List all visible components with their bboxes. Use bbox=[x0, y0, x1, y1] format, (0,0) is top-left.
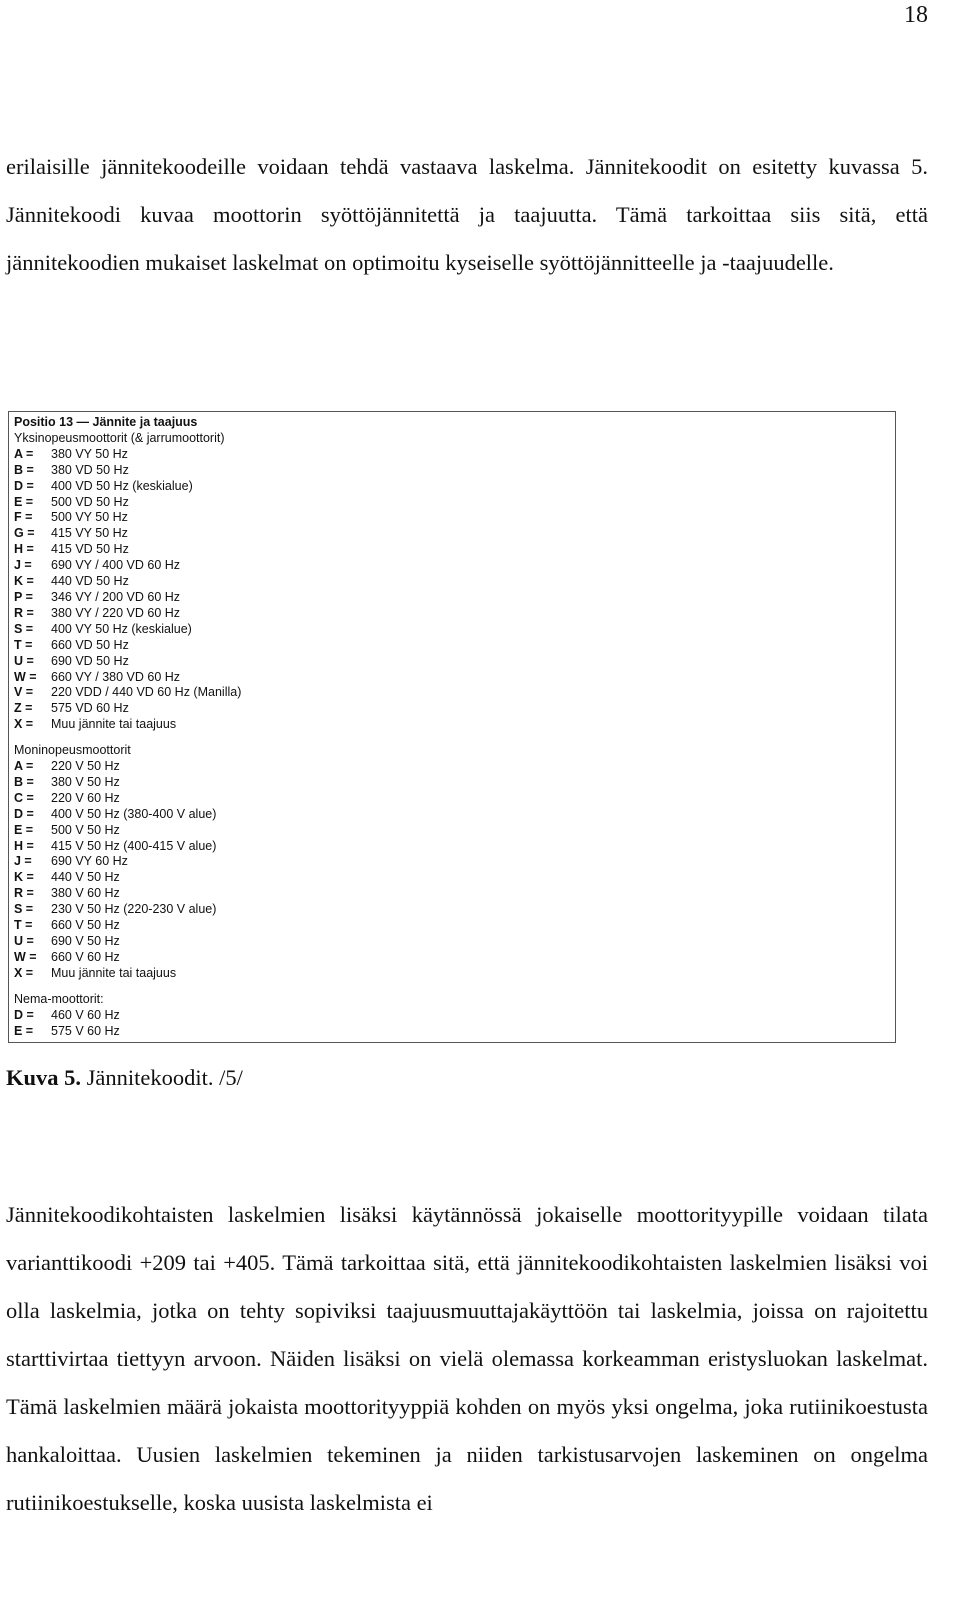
voltage-code: A = bbox=[14, 446, 34, 461]
voltage-code-row bbox=[14, 590, 890, 606]
voltage-code-row bbox=[14, 717, 890, 733]
voltage-code: W = bbox=[14, 949, 37, 964]
voltage-code-row bbox=[14, 670, 890, 686]
voltage-code-row bbox=[14, 966, 890, 982]
voltage-code-row bbox=[14, 622, 890, 638]
group-spacer bbox=[14, 982, 890, 992]
body-paragraph-intro: erilaisille jännitekoodeille voidaan tehdä vastaava laskelma. Jännitekoodit on esitetty kuvassa 5. Jännitekoodi kuvaa moottorin syöttöjännitettä ja taajuutta. Tämä tarkoittaa siis sitä, että jännitekoodien mukaiset laskelmat on optimoitu kyseiselle syöttöjännitteelle ja -taajuudelle. bbox=[6, 154, 928, 275]
voltage-description: 575 VD 60 Hz bbox=[51, 701, 129, 716]
voltage-code: X = bbox=[14, 717, 34, 732]
voltage-code: S = bbox=[14, 621, 34, 636]
voltage-description: 415 VD 50 Hz bbox=[51, 542, 129, 557]
voltage-code: K = bbox=[14, 870, 34, 885]
voltage-code-row bbox=[14, 902, 890, 918]
voltage-description: 690 V 50 Hz bbox=[51, 934, 120, 948]
voltage-code-row bbox=[14, 654, 890, 670]
voltage-code-row bbox=[14, 558, 890, 574]
voltage-code-row bbox=[14, 526, 890, 542]
voltage-code: S = bbox=[14, 902, 34, 917]
voltage-description: 230 V 50 Hz (220-230 V alue) bbox=[51, 902, 217, 917]
caption-text: Jännitekoodit. /5/ bbox=[86, 1065, 243, 1090]
voltage-description: 380 V 50 Hz bbox=[51, 774, 120, 789]
voltage-code-row bbox=[14, 807, 890, 823]
voltage-code-row bbox=[14, 870, 890, 886]
voltage-code-row bbox=[14, 1008, 890, 1024]
voltage-description: 380 VY 50 Hz bbox=[51, 446, 128, 461]
voltage-code: W = bbox=[14, 669, 37, 684]
voltage-code-row bbox=[14, 463, 890, 479]
voltage-code: E = bbox=[14, 1023, 34, 1038]
voltage-code-row bbox=[14, 854, 890, 870]
figure-caption bbox=[6, 1065, 243, 1091]
voltage-code-row bbox=[14, 479, 890, 495]
voltage-code: R = bbox=[14, 605, 34, 620]
voltage-code-row bbox=[14, 886, 890, 902]
voltage-code-row bbox=[14, 510, 890, 526]
voltage-code: K = bbox=[14, 574, 34, 589]
group-spacer bbox=[14, 733, 890, 743]
voltage-code: A = bbox=[14, 759, 34, 774]
voltage-description: 220 VDD / 440 VD 60 Hz (Manilla) bbox=[51, 685, 242, 700]
voltage-code-row bbox=[14, 638, 890, 654]
voltage-description: 415 VY 50 Hz bbox=[51, 526, 128, 541]
voltage-description: 440 VD 50 Hz bbox=[51, 574, 129, 589]
voltage-code: U = bbox=[14, 653, 34, 668]
voltage-description: 400 VY 50 Hz (keskialue) bbox=[51, 621, 192, 636]
figure-group-title: Yksinopeusmoottorit (& jarrumoottorit) bbox=[14, 430, 225, 445]
voltage-code-row bbox=[14, 791, 890, 807]
body-paragraph-main: Jännitekoodikohtaisten laskelmien lisäksi käytännössä jokaiselle moottorityypille voidaan tilata varianttikoodi +209 tai +405. Tämä tarkoittaa sitä, että jännitekoodikohtaisten laskelmien lisäksi voi olla laskelmia, jotka on tehty sopiviksi taajuusmuuttajakäyttöön tai laskelmia, joissa on rajoitettu starttivirtaa tiettyyn arvoon. Näiden lisäksi on vielä olemassa korkeamman eristysluokan laskelmat. Tämä laskelmien määrä jokaista moottorityyppiä kohden on myös yksi ongelma, joka rutiinikoestusta hankaloittaa. Uusien laskelmien tekeminen ja niiden tarkistusarvojen laskeminen on ongelma rutiinikoestukselle, koska uusista laskelmista ei bbox=[6, 1202, 928, 1515]
voltage-code: F = bbox=[14, 510, 33, 525]
voltage-description: 380 VD 50 Hz bbox=[51, 462, 129, 477]
voltage-description: 220 V 50 Hz bbox=[51, 759, 120, 774]
figure-group-title: Moninopeusmoottorit bbox=[14, 743, 131, 758]
voltage-description: Muu jännite tai taajuus bbox=[51, 717, 177, 732]
voltage-description: 400 V 50 Hz (380-400 V alue) bbox=[51, 806, 217, 821]
voltage-code-row bbox=[14, 775, 890, 791]
voltage-description: 690 VY / 400 VD 60 Hz bbox=[51, 558, 181, 573]
voltage-code: H = bbox=[14, 838, 34, 853]
page-number: 18 bbox=[904, 2, 928, 28]
voltage-description: 415 V 50 Hz (400-415 V alue) bbox=[51, 838, 217, 853]
voltage-code: J = bbox=[14, 558, 32, 573]
voltage-code-row bbox=[14, 685, 890, 701]
voltage-description: 690 VD 50 Hz bbox=[51, 653, 129, 668]
voltage-code: C = bbox=[14, 790, 34, 805]
voltage-code-row bbox=[14, 823, 890, 839]
voltage-code: D = bbox=[14, 806, 34, 821]
voltage-code: D = bbox=[14, 478, 34, 493]
voltage-description: 500 VY 50 Hz bbox=[51, 510, 128, 525]
voltage-code-row bbox=[14, 759, 890, 775]
voltage-code: G = bbox=[14, 526, 35, 541]
voltage-code-row bbox=[14, 918, 890, 934]
voltage-code: X = bbox=[14, 965, 34, 980]
voltage-code: B = bbox=[14, 774, 34, 789]
figure-title: Positio 13 — Jännite ja taajuus bbox=[14, 415, 198, 429]
voltage-description: 690 VY 60 Hz bbox=[51, 854, 128, 869]
voltage-code-figure bbox=[8, 411, 896, 1043]
voltage-code-row bbox=[14, 574, 890, 590]
voltage-code-row bbox=[14, 701, 890, 717]
voltage-description: Muu jännite tai taajuus bbox=[51, 965, 177, 980]
voltage-code: H = bbox=[14, 542, 34, 557]
voltage-code: D = bbox=[14, 1007, 34, 1022]
figure-group-title: Nema-moottorit: bbox=[14, 991, 104, 1006]
voltage-code-row bbox=[14, 934, 890, 950]
voltage-description: 220 V 60 Hz bbox=[51, 790, 120, 805]
voltage-code: B = bbox=[14, 462, 34, 477]
voltage-description: 380 V 60 Hz bbox=[51, 886, 120, 901]
voltage-description: 575 V 60 Hz bbox=[51, 1023, 120, 1038]
voltage-code: T = bbox=[14, 637, 33, 652]
voltage-code: P = bbox=[14, 589, 33, 604]
figure-groups bbox=[14, 431, 890, 1040]
voltage-code-row bbox=[14, 495, 890, 511]
voltage-description: 460 V 60 Hz bbox=[51, 1007, 120, 1022]
voltage-code-row bbox=[14, 950, 890, 966]
voltage-code-row bbox=[14, 1024, 890, 1040]
voltage-code-row bbox=[14, 839, 890, 855]
voltage-description: 660 VD 50 Hz bbox=[51, 637, 129, 652]
voltage-code: R = bbox=[14, 886, 34, 901]
voltage-code: E = bbox=[14, 494, 34, 509]
voltage-code: Z = bbox=[14, 701, 33, 716]
voltage-description: 660 V 50 Hz bbox=[51, 918, 120, 933]
voltage-description: 500 VD 50 Hz bbox=[51, 494, 129, 509]
caption-label: Kuva 5. bbox=[6, 1065, 82, 1090]
voltage-code: U = bbox=[14, 934, 34, 948]
voltage-code: T = bbox=[14, 918, 33, 933]
voltage-description: 440 V 50 Hz bbox=[51, 870, 120, 885]
voltage-code-row bbox=[14, 447, 890, 463]
voltage-code: E = bbox=[14, 822, 34, 837]
voltage-description: 346 VY / 200 VD 60 Hz bbox=[51, 589, 181, 604]
voltage-description: 660 V 60 Hz bbox=[51, 949, 120, 964]
voltage-description: 660 VY / 380 VD 60 Hz bbox=[51, 669, 181, 684]
voltage-code: V = bbox=[14, 685, 34, 700]
voltage-description: 500 V 50 Hz bbox=[51, 822, 120, 837]
voltage-code-row bbox=[14, 542, 890, 558]
voltage-code-row bbox=[14, 606, 890, 622]
voltage-code: J = bbox=[14, 854, 32, 869]
voltage-description: 380 VY / 220 VD 60 Hz bbox=[51, 605, 181, 620]
voltage-description: 400 VD 50 Hz (keskialue) bbox=[51, 478, 193, 493]
